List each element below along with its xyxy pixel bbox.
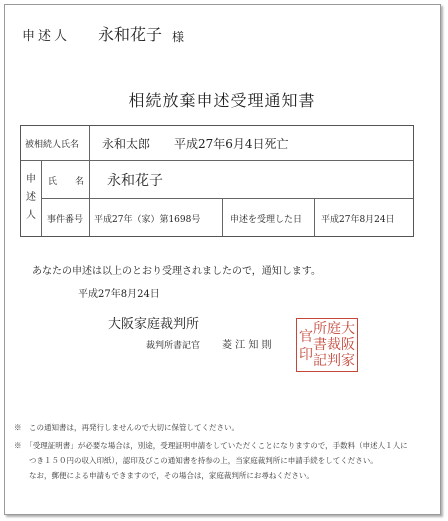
clerk-title: 裁判所書記官 xyxy=(146,341,201,351)
applicant-group-label: 申述人 xyxy=(26,174,36,221)
court-seal: 大 阪 家 庭 裁 判 所 書 記 官 印 xyxy=(296,318,358,372)
name-label: 氏 名 xyxy=(48,177,85,187)
name-value-cell xyxy=(90,161,413,199)
clerk-name: 菱 江 知 則 xyxy=(222,340,272,351)
decedent-value-cell xyxy=(90,126,413,161)
recipient-label: 申述人 xyxy=(22,29,71,44)
decedent-label: 被相続人氏名 xyxy=(25,140,80,150)
applicant-group-cell xyxy=(21,161,42,236)
notice-table xyxy=(20,125,414,237)
note-1: ※ この通知書は，再発行しませんので大切に保管してください。 xyxy=(14,423,239,432)
court-name: 大阪家庭裁判所 xyxy=(108,317,200,332)
notice-date: 平成27年8月24日 xyxy=(78,289,160,300)
case-label-cell xyxy=(42,199,90,236)
name-value: 永和花子 xyxy=(107,173,163,189)
accepted-value-cell xyxy=(315,199,413,236)
name-label-cell xyxy=(42,161,90,199)
body-text: あなたの申述は以上のとおり受理されましたので，通知します。 xyxy=(32,266,321,277)
case-label: 事件番号 xyxy=(47,215,84,225)
recipient-honorific: 様 xyxy=(172,30,185,44)
note-2: ※ 「受理証明書」が必要な場合は，別途，受理証明申請をしていただくことになりますので，手数料（申述人１人に xyxy=(14,441,408,450)
note-3: つき１５０円の収入印紙），認印及びこの通知書を持参の上，当家庭裁判所に申請手続をしてください。 xyxy=(29,456,378,465)
decedent-value: 永和太郎 平成27年6月4日死亡 xyxy=(102,137,289,151)
accepted-label: 申述を受理した日 xyxy=(230,215,303,225)
recipient-name: 永和花子 xyxy=(98,25,163,44)
accepted-value: 平成27年8月24日 xyxy=(321,215,395,225)
note-4: なお，郵便による申請もできますので，その場合は，家庭裁判所にお尋ねください。 xyxy=(29,471,314,480)
accepted-label-cell xyxy=(223,199,315,236)
case-value-cell xyxy=(90,199,223,236)
case-value: 平成27年（家）第1698号 xyxy=(94,215,201,225)
document-page xyxy=(4,4,441,515)
decedent-label-cell xyxy=(21,126,90,161)
document-title: 相続放棄申述受理通知書 xyxy=(128,91,316,110)
